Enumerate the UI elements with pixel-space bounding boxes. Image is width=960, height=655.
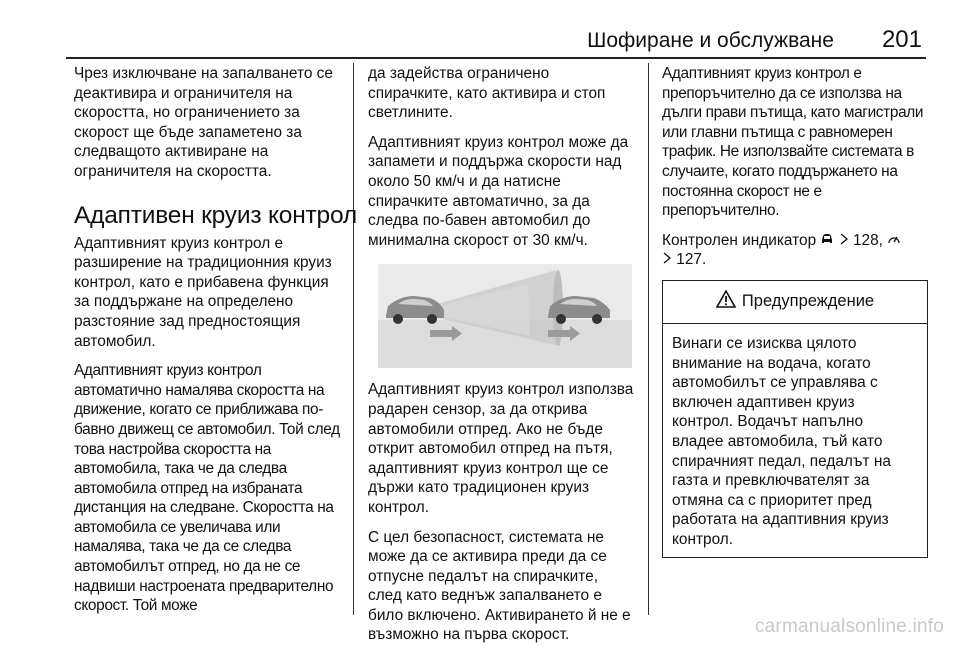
warning-text: Винаги се изисква цялото внимание на водача, когато автомобилът се управлява с включен адаптивен круиз контрол. Водачът напълно владее автомобила, тъй като спирачният педал, педалът на газта и превключвателят за отмяна са с приоритет пред работата на адаптивния круиз контрол. [672, 334, 891, 548]
section-title: Шофиране и обслужване [587, 29, 834, 52]
header-rule [66, 57, 926, 59]
paragraph: Адаптивният круиз контрол автоматично намалява скоростта на движение, когато се приближава по-бавно движещ се автомобил. Той след това настройва скоростта на автомобила, така че да следва автомобила отпред на избраната дистанция на следване. Скоростта на автомобила се увеличава или намалява, така че да се следва автомобилът отпред, но да не се надвиши настроената предварително скорост. Той може [74, 362, 340, 615]
column-divider [353, 63, 354, 615]
paragraph: Адаптивният круиз контрол използва радарен сензор, за да открива автомобили отпред. Ако не бъде открит автомобил отпред на пътя, адаптивният круиз контрол ще се държи като традиционен круиз контрол. [368, 381, 634, 516]
warning-title: Предупреждение [741, 292, 875, 311]
paragraph: Адаптивният круиз контрол е разширение на традиционния круиз контрол, като е прибавена функция за поддържане на определено разстояние зад предностоящия автомобил. [74, 234, 332, 350]
column-left [74, 64, 357, 626]
warning-triangle-icon [716, 290, 736, 314]
warning-header [663, 281, 927, 324]
watermark: carmanualsonline.info [754, 616, 944, 637]
page-header [587, 26, 922, 58]
column-right [662, 64, 928, 558]
paragraph: да задейства ограничено спирачките, като активира и стоп светлините. [368, 65, 606, 122]
indicator-reference [662, 231, 928, 270]
arrow-right-icon[interactable] [839, 232, 853, 249]
page-ref[interactable]: 127. [676, 251, 707, 269]
intro-paragraph: Чрез изключване на запалването се деактивира и ограничителя на скоростта, но ограничението за скорост ще бъде запаметено за следващото активиране на ограничителя на скоростта. [74, 65, 333, 180]
radar-illustration [378, 264, 632, 368]
radar-illustration-svg [378, 264, 632, 368]
paragraph: С цел безопасност, системата не може да се активира преди да се отпусне педалът на спирачките, след като веднъж запалването е било включено. Активирането й не е възможно на първа скорост. [368, 528, 631, 644]
paragraph: Адаптивният круиз контрол може да запамети и поддържа скорости над около 50 км/ч и да натисне спирачките автоматично, за да следва по-бавен автомобил до минимална скорост от 30 км/ч. [368, 133, 629, 249]
speedometer-icon [887, 232, 901, 249]
page-number: 201 [881, 26, 922, 53]
indicator-label: Контролен индикатор [662, 231, 817, 249]
column-divider [648, 63, 649, 615]
arrow-right-icon[interactable] [662, 251, 676, 268]
page-ref[interactable]: 128, [852, 231, 883, 249]
column-middle [368, 64, 636, 655]
section-heading: Адаптивен круиз контрол [74, 201, 357, 229]
car-icon [820, 232, 838, 249]
warning-box [662, 280, 928, 559]
paragraph: Адаптивният круиз контрол е препоръчително да се използва на дълги прави пътища, като магистрали или главни пътища с равномерен трафик. Не използвайте системата в случаите, когато поддържането на постоянна скорост не е препоръчително. [662, 65, 924, 220]
